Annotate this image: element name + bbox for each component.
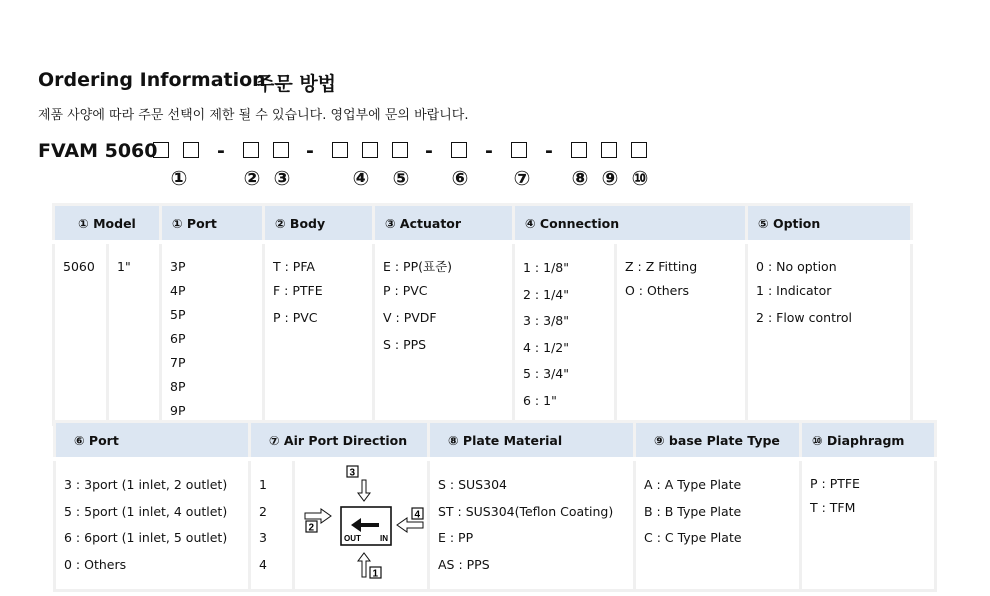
header-base-plate-type: ⑨ base Plate Type bbox=[635, 422, 801, 460]
list-item: S : PPS bbox=[383, 337, 427, 352]
header-model: ① Model bbox=[54, 205, 161, 243]
port-label-3: 3 bbox=[349, 467, 356, 479]
list-item: E : PP bbox=[438, 530, 474, 545]
list-item: P : PVC bbox=[273, 310, 318, 325]
base-plate-list bbox=[635, 459, 801, 591]
out-label: OUT bbox=[344, 534, 361, 543]
model-value: 5060 bbox=[54, 242, 108, 425]
down-arrow-icon bbox=[358, 480, 370, 501]
code-box bbox=[243, 142, 259, 158]
position-marker: ⑦ bbox=[513, 166, 531, 190]
header-connection: ④ Connection bbox=[514, 205, 747, 243]
list-item: O : Others bbox=[625, 283, 690, 298]
list-item: Z : Z Fitting bbox=[625, 259, 698, 274]
code-box bbox=[511, 142, 527, 158]
list-item: 3 : 3/8" bbox=[523, 313, 569, 328]
table-header-row bbox=[54, 205, 912, 243]
list-item: 1 bbox=[259, 477, 267, 492]
size-value: 1" bbox=[108, 242, 161, 425]
list-item: 1 : Indicator bbox=[756, 283, 832, 298]
list-item: 1 : 1/8" bbox=[523, 260, 569, 275]
port-label-2: 2 bbox=[308, 522, 315, 534]
header-port: ① Port bbox=[161, 205, 264, 243]
position-marker: ③ bbox=[273, 166, 291, 190]
list-item: 4P bbox=[170, 283, 186, 298]
table-row bbox=[54, 242, 912, 425]
code-box bbox=[451, 142, 467, 158]
table-row bbox=[55, 459, 936, 591]
list-item: 4 bbox=[259, 556, 267, 572]
actuator-list bbox=[374, 242, 514, 425]
port-label-4: 4 bbox=[414, 509, 421, 521]
port-label-1: 1 bbox=[372, 568, 379, 580]
list-item: 3 : 3port (1 inlet, 2 outlet) bbox=[64, 477, 228, 492]
list-item: 7P bbox=[170, 355, 186, 370]
header-body: ② Body bbox=[264, 205, 374, 243]
connection-size-list bbox=[514, 242, 616, 425]
code-dash: - bbox=[217, 140, 225, 162]
header-plate-material: ⑧ Plate Material bbox=[429, 422, 635, 460]
up-arrow-icon bbox=[358, 553, 370, 577]
list-item: 6P bbox=[170, 331, 186, 346]
header-option: ⑤ Option bbox=[747, 205, 912, 243]
in-label: IN bbox=[380, 534, 388, 543]
list-item: 0 : Others bbox=[64, 556, 127, 572]
list-item: AS : PPS bbox=[438, 556, 490, 572]
position-marker: ⑩ bbox=[631, 166, 649, 190]
code-dash: - bbox=[545, 140, 553, 162]
list-item: 8P bbox=[170, 379, 186, 394]
plate-material-list bbox=[429, 459, 635, 591]
spec-table-2 bbox=[53, 420, 937, 592]
code-box bbox=[273, 142, 289, 158]
diaphragm-list bbox=[801, 459, 936, 591]
list-item: 3 bbox=[259, 530, 267, 545]
position-marker: ⑤ bbox=[392, 166, 410, 190]
code-box bbox=[183, 142, 199, 158]
port-list bbox=[161, 242, 264, 425]
list-item: E : PP(표준) bbox=[383, 259, 453, 274]
list-item: V : PVDF bbox=[383, 310, 437, 325]
list-item: T : PFA bbox=[273, 259, 315, 274]
list-item: C : C Type Plate bbox=[644, 530, 742, 545]
list-item: 3P bbox=[170, 259, 186, 274]
list-item: 2 bbox=[259, 503, 267, 519]
model-code-prefix: FVAM 5060 bbox=[38, 140, 158, 162]
list-item: 2 : Flow control bbox=[756, 310, 852, 325]
list-item: 6 : 1" bbox=[523, 392, 557, 408]
air-port-diagram bbox=[295, 463, 427, 581]
option-list bbox=[747, 242, 912, 425]
list-item: F : PTFE bbox=[273, 283, 323, 298]
list-item: A : A Type Plate bbox=[644, 477, 742, 492]
air-port-diagram-cell bbox=[294, 459, 429, 591]
position-marker: ① bbox=[170, 166, 188, 190]
page-title-korean: 주문 방법 bbox=[256, 73, 337, 95]
flow-arrow-icon bbox=[351, 518, 379, 532]
list-item: P : PTFE bbox=[810, 476, 860, 491]
list-item: 0 : No option bbox=[756, 259, 837, 274]
list-item: 6 : 6port (1 inlet, 5 outlet) bbox=[64, 530, 228, 545]
table-header-row bbox=[55, 422, 936, 460]
code-dash: - bbox=[485, 140, 493, 162]
subtitle-note: 제품 사양에 따라 주문 선택이 제한 될 수 있습니다. 영업부에 문의 바랍니다. bbox=[38, 108, 469, 123]
code-dash: - bbox=[306, 140, 314, 162]
code-box bbox=[153, 142, 169, 158]
position-marker: ⑧ bbox=[571, 166, 589, 190]
connection-type-list bbox=[616, 242, 747, 425]
list-item: 5 : 5port (1 inlet, 4 outlet) bbox=[64, 503, 228, 519]
position-marker: ⑨ bbox=[601, 166, 619, 190]
spec-table-1 bbox=[52, 203, 913, 426]
code-box bbox=[631, 142, 647, 158]
header-air-port-direction: ⑦ Air Port Direction bbox=[250, 422, 429, 460]
code-box bbox=[571, 142, 587, 158]
list-item: ST : SUS304(Teflon Coating) bbox=[438, 503, 614, 519]
position-marker: ② bbox=[243, 166, 261, 190]
code-dash: - bbox=[425, 140, 433, 162]
code-box bbox=[392, 142, 408, 158]
code-box bbox=[362, 142, 378, 158]
position-marker: ④ bbox=[352, 166, 370, 190]
code-box bbox=[601, 142, 617, 158]
port-count-list bbox=[55, 459, 250, 591]
list-item: 5P bbox=[170, 307, 186, 322]
list-item: 9P bbox=[170, 403, 186, 418]
list-item: 5 : 3/4" bbox=[523, 366, 569, 381]
list-item: B : B Type Plate bbox=[644, 503, 742, 519]
header-port-count: ⑥ Port bbox=[55, 422, 250, 460]
direction-number-list bbox=[250, 459, 294, 591]
position-marker: ⑥ bbox=[451, 166, 469, 190]
page-title: Ordering Information bbox=[38, 69, 266, 91]
list-item: P : PVC bbox=[383, 283, 428, 298]
header-actuator: ③ Actuator bbox=[374, 205, 514, 243]
list-item: 4 : 1/2" bbox=[523, 339, 569, 355]
body-list bbox=[264, 242, 374, 425]
header-diaphragm: ⑩ Diaphragm bbox=[801, 422, 936, 460]
code-box bbox=[332, 142, 348, 158]
list-item: T : TFM bbox=[810, 500, 856, 515]
list-item: S : SUS304 bbox=[438, 477, 507, 492]
list-item: 2 : 1/4" bbox=[523, 286, 569, 302]
